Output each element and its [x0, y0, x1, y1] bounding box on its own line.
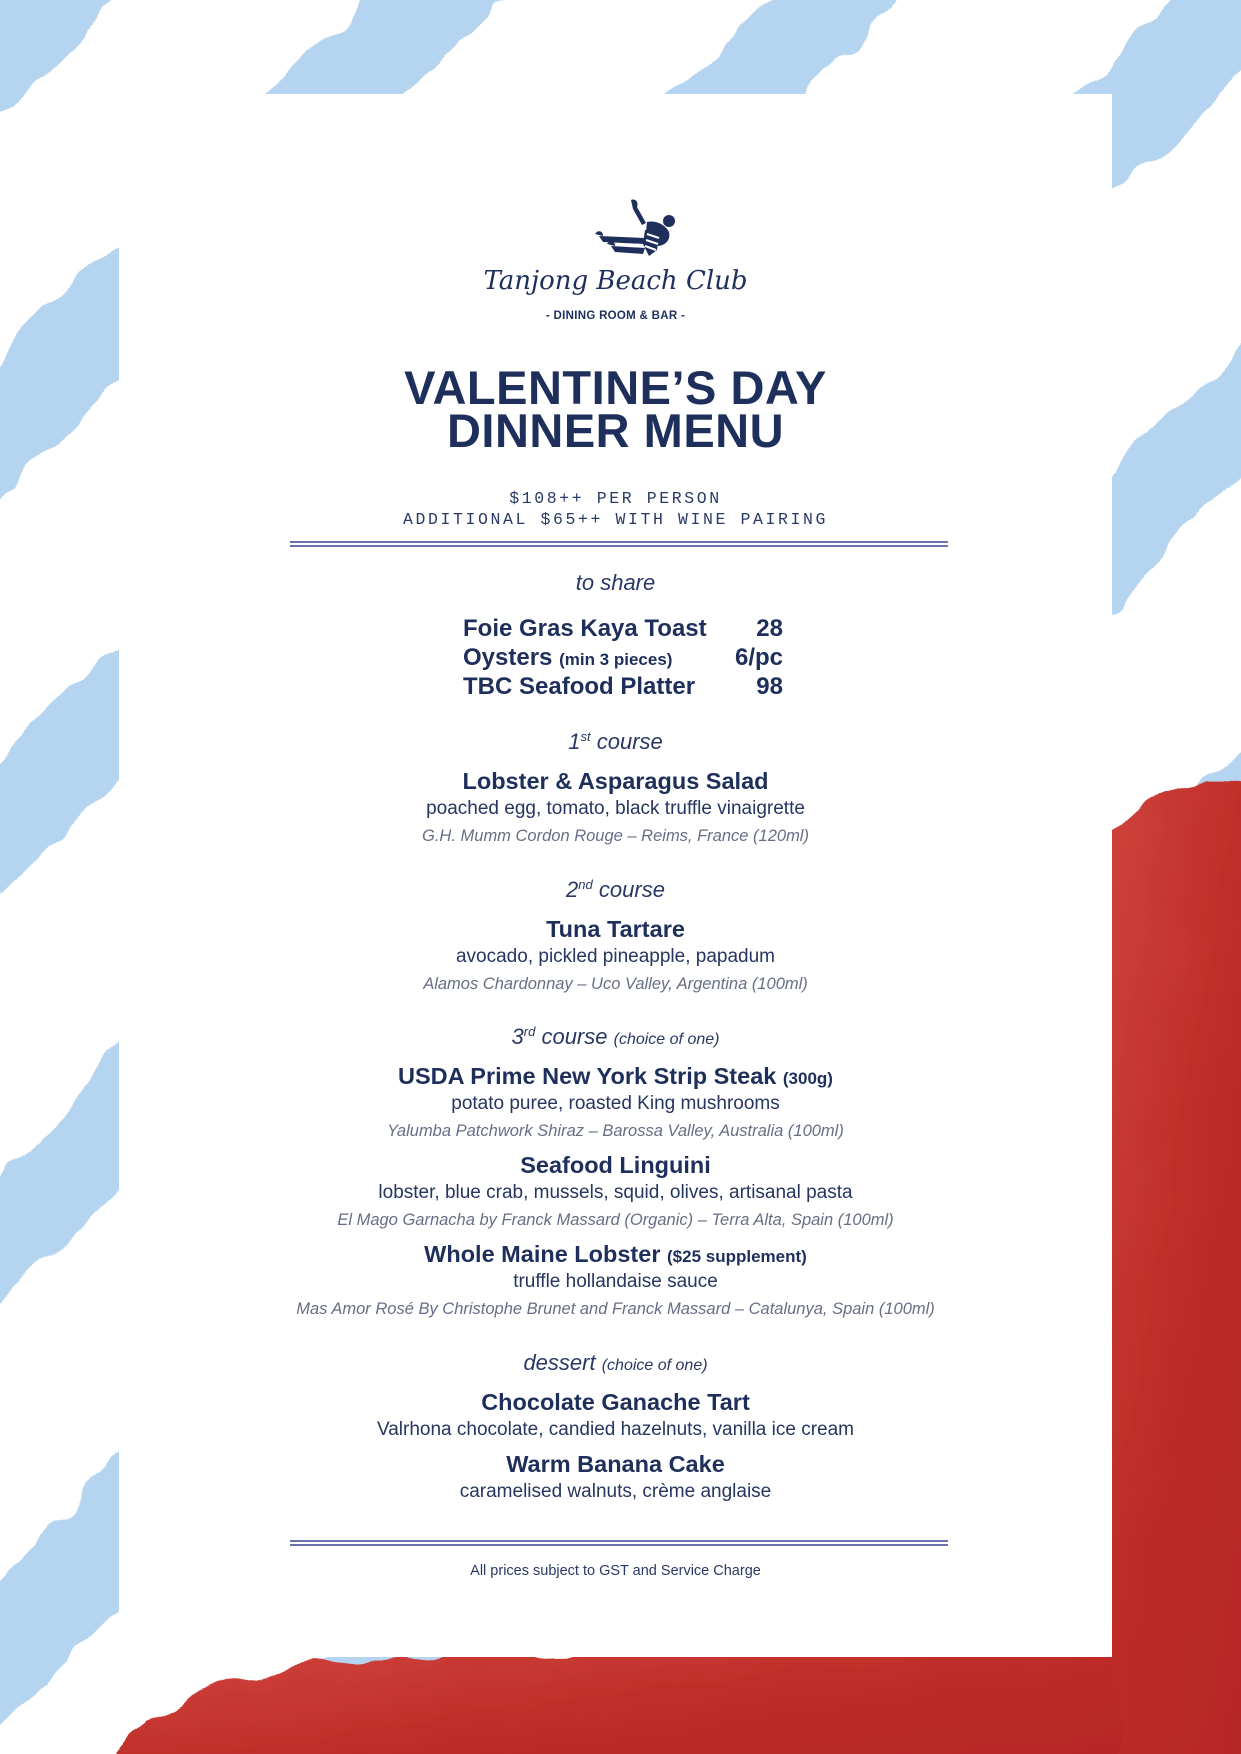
wine-pairing: El Mago Garnacha by Franck Massard (Organic) – Terra Alta, Spain (100ml)	[337, 1211, 894, 1229]
dish-name: Chocolate Ganache Tart	[481, 1389, 750, 1415]
dish-description: avocado, pickled pineapple, papadum	[455, 946, 775, 967]
wine-pairing: Yalumba Patchwork Shiraz – Barossa Valley, Australia (100ml)	[387, 1122, 844, 1140]
dish-description: Valrhona chocolate, candied hazelnuts, vanilla ice cream	[376, 1419, 855, 1440]
brand-tagline: - DINING ROOM & BAR -	[545, 310, 686, 322]
share-item-name: Oysters	[463, 644, 553, 671]
section-heading-course-2: 2nd course	[566, 877, 665, 902]
dish-name: Tuna Tartare	[546, 916, 685, 942]
wine-pairing: Alamos Chardonnay – Uco Valley, Argentina (100ml)	[423, 975, 808, 993]
menu-title-line2: DINNER MENU	[446, 404, 785, 457]
divider-bottom	[290, 1540, 948, 1547]
price-per-person: $108++ PER PERSON	[509, 489, 722, 508]
wine-pairing: Mas Amor Rosé By Christophe Brunet and Franck Massard – Catalunya, Spain (100ml)	[296, 1300, 935, 1318]
share-item-price: 98	[756, 673, 783, 700]
dish-description: lobster, blue crab, mussels, squid, olives, artisanal pasta	[378, 1182, 853, 1203]
wine-pairing-price: ADDITIONAL $65++ WITH WINE PAIRING	[402, 510, 829, 529]
menu-title-line1: VALENTINE’S DAY	[404, 361, 827, 414]
menu-card	[119, 94, 1112, 1657]
dish-name: Whole Maine Lobster ($25 supplement)	[424, 1241, 807, 1267]
wine-pairing: G.H. Mumm Cordon Rouge – Reims, France (120ml)	[422, 827, 809, 845]
share-item-price: 6/pc	[734, 644, 783, 671]
dish-name: Warm Banana Cake	[506, 1451, 725, 1477]
share-item-note: (min 3 pieces)	[559, 650, 673, 669]
footer-note: All prices subject to GST and Service Charge	[470, 1563, 761, 1579]
dish-name: USDA Prime New York Strip Steak (300g)	[398, 1063, 833, 1089]
share-item-name: TBC Seafood Platter	[463, 673, 696, 700]
dish-name: Seafood Linguini	[520, 1152, 711, 1178]
dish-description: truffle hollandaise sauce	[513, 1271, 718, 1292]
dish-name: Lobster & Asparagus Salad	[462, 768, 769, 794]
section-heading-course-1: 1st course	[568, 729, 663, 754]
dish-description: caramelised walnuts, crème anglaise	[459, 1481, 772, 1502]
section-heading-to-share: to share	[575, 570, 656, 595]
section-heading-course-3: 3rd course (choice of one)	[511, 1024, 720, 1049]
divider-top	[290, 541, 948, 548]
section-heading-dessert: dessert (choice of one)	[523, 1350, 708, 1375]
dish-description: potato puree, roasted King mushrooms	[451, 1093, 780, 1114]
share-item-price: 28	[756, 615, 783, 642]
swimmer-icon	[499, 194, 739, 324]
brand-name: Tanjong Beach Club	[483, 266, 748, 296]
share-item-name: Foie Gras Kaya Toast	[463, 615, 707, 642]
dish-description: poached egg, tomato, black truffle vinaigrette	[426, 798, 805, 819]
